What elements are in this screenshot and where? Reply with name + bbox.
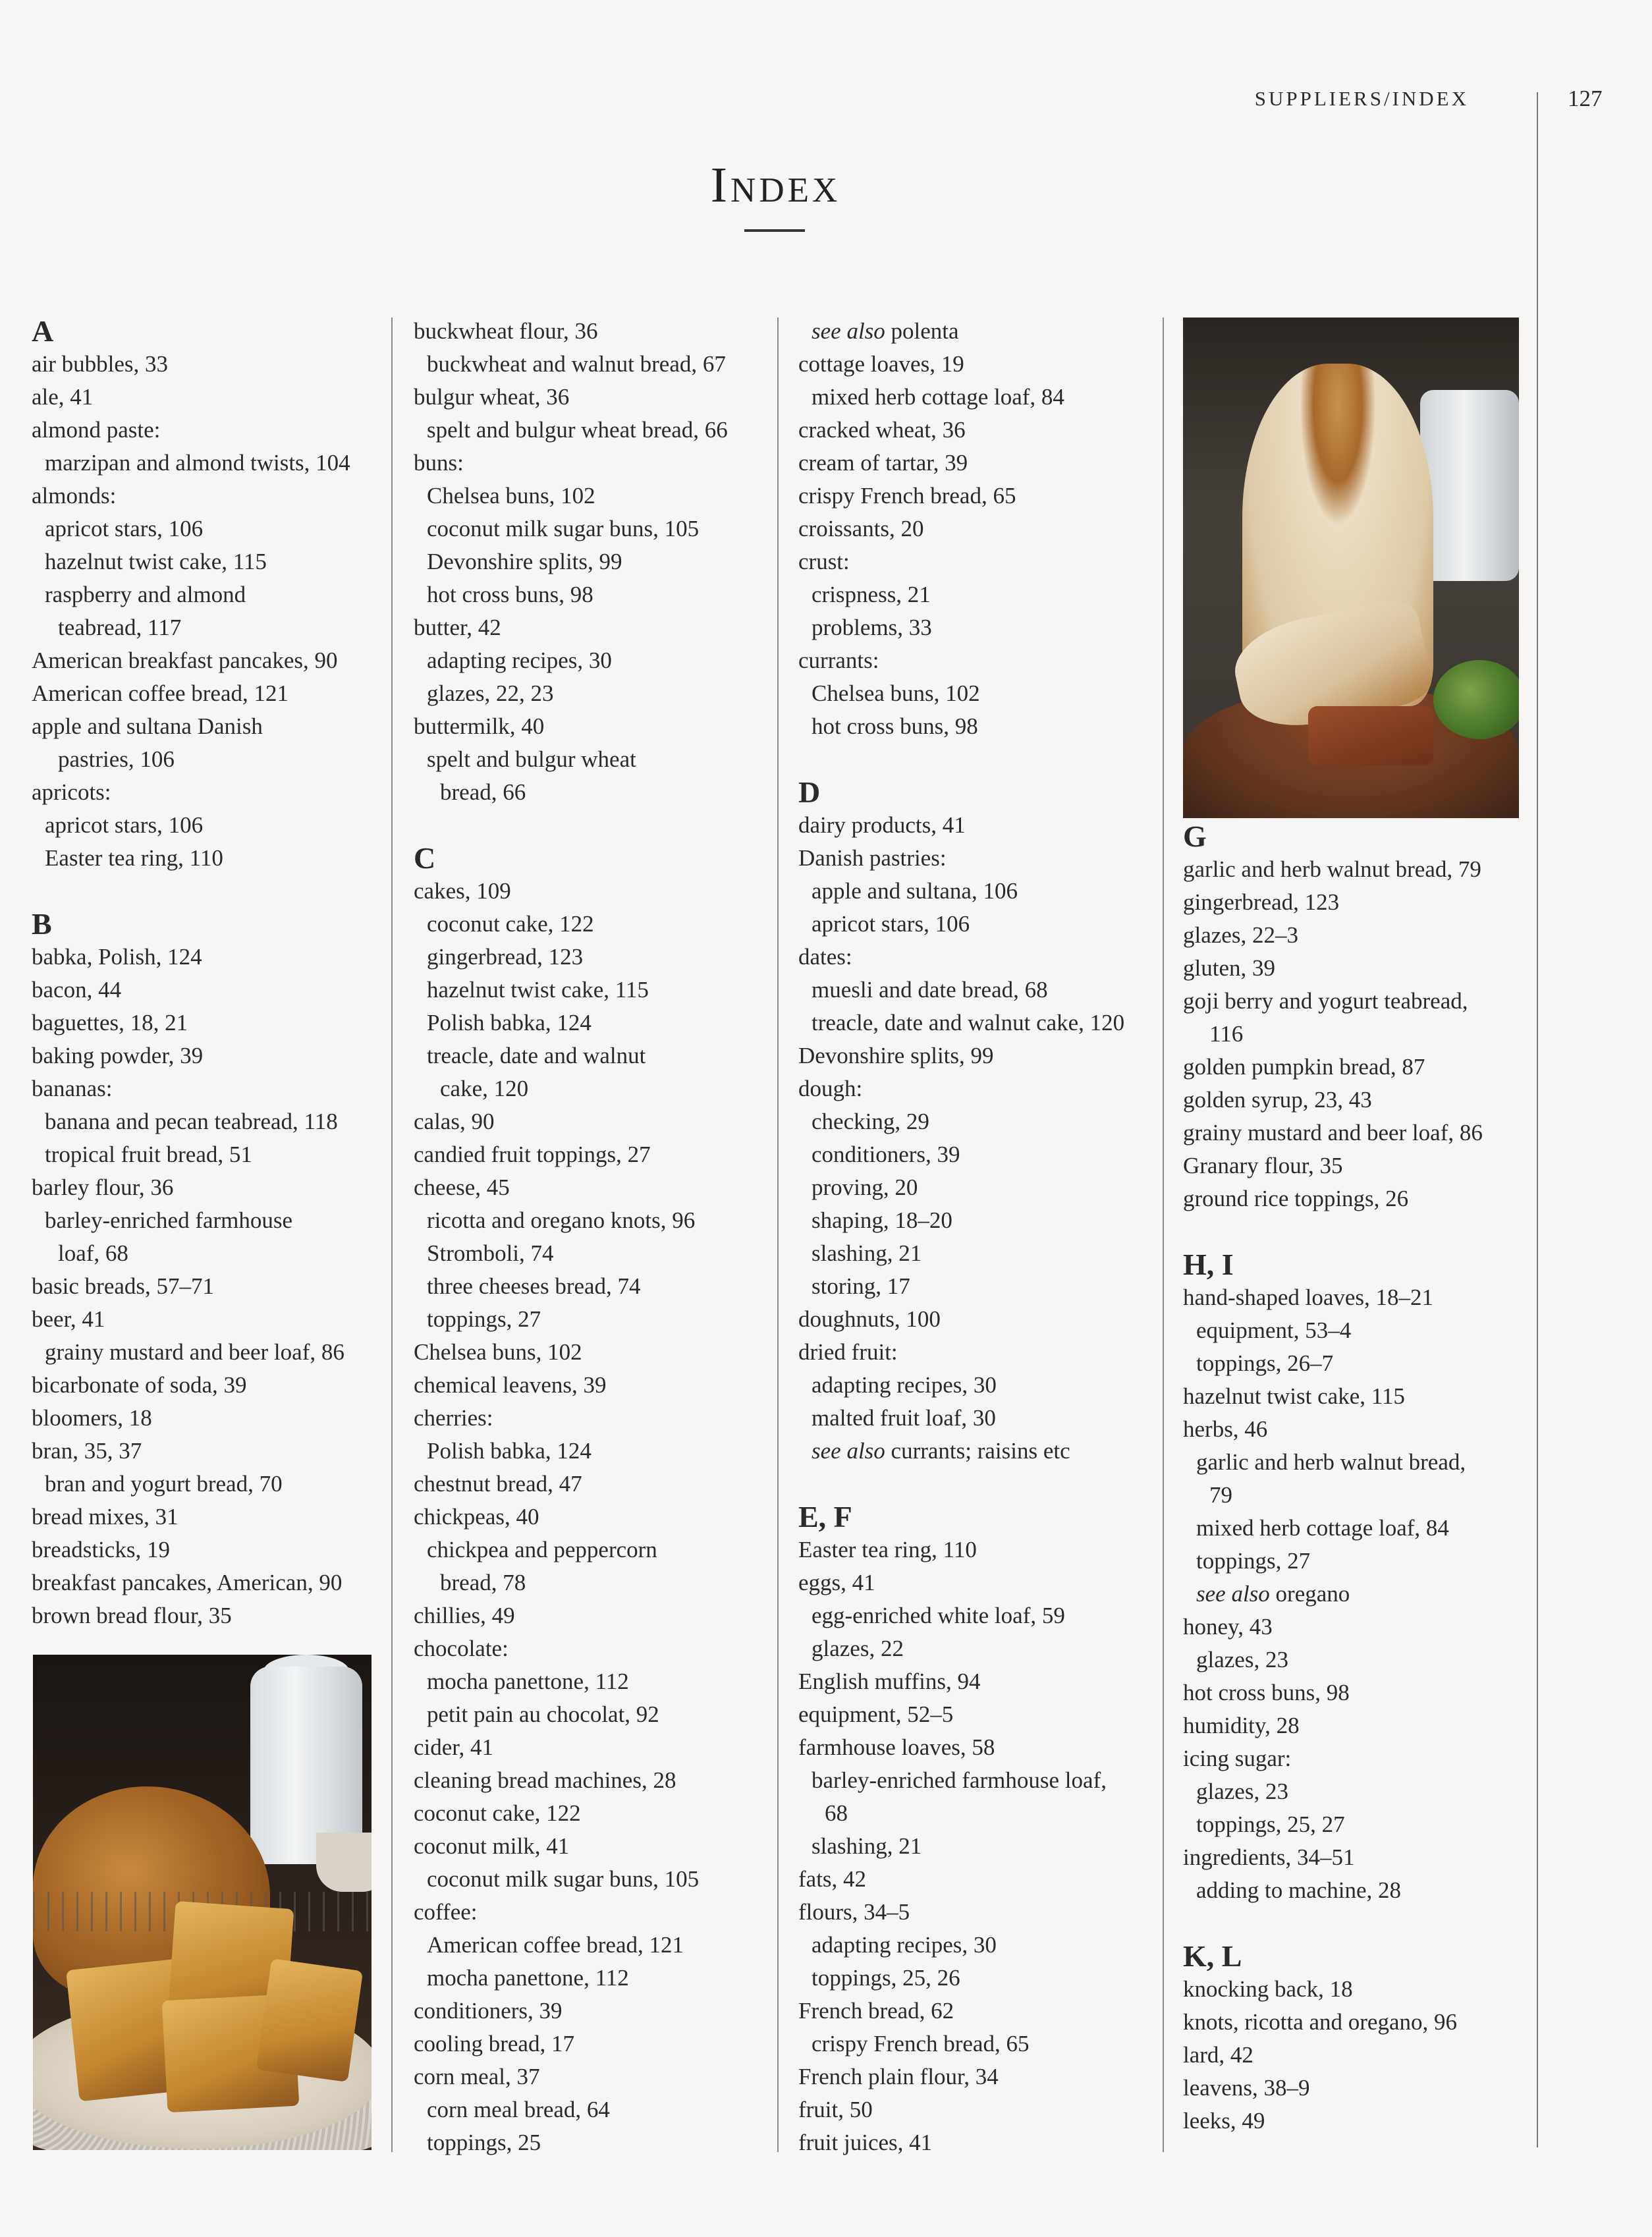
index-subentry: toppings, 26–7 bbox=[1196, 1350, 1334, 1376]
index-entry: dates: bbox=[798, 944, 852, 970]
index-entry: bacon, 44 bbox=[32, 977, 122, 1003]
index-subentry: toppings, 27 bbox=[427, 1306, 541, 1332]
index-subentry: toppings, 27 bbox=[1196, 1548, 1311, 1574]
storage-jar bbox=[1420, 390, 1519, 581]
page-title: Index bbox=[710, 157, 841, 213]
index-subentry: Devonshire splits, 99 bbox=[427, 549, 622, 574]
index-entry: Devonshire splits, 99 bbox=[798, 1043, 994, 1068]
index-entry: glazes, 22–3 bbox=[1183, 922, 1298, 948]
index-subentry: toppings, 25, 27 bbox=[1196, 1811, 1345, 1837]
index-subentry: toppings, 25, 26 bbox=[812, 1965, 960, 1991]
index-subentry: 116 bbox=[1209, 1021, 1244, 1047]
index-entry: cleaning bread machines, 28 bbox=[414, 1767, 676, 1793]
index-entry: crust: bbox=[798, 549, 850, 574]
index-subentry: treacle, date and walnut bbox=[427, 1043, 646, 1068]
index-subentry: glazes, 23 bbox=[1196, 1779, 1288, 1804]
index-entry: hazelnut twist cake, 115 bbox=[1183, 1383, 1405, 1409]
index-subentry: slashing, 21 bbox=[812, 1240, 922, 1266]
index-entry: hot cross buns, 98 bbox=[1183, 1680, 1350, 1705]
index-entry: French plain flour, 34 bbox=[798, 2064, 999, 2089]
index-entry: icing sugar: bbox=[1183, 1746, 1292, 1771]
index-subentry: tropical fruit bread, 51 bbox=[45, 1142, 252, 1167]
index-subentry: cake, 120 bbox=[440, 1076, 529, 1101]
index-entry: knocking back, 18 bbox=[1183, 1976, 1353, 2002]
index-subentry: garlic and herb walnut bread, bbox=[1196, 1449, 1466, 1475]
index-subentry: Polish babka, 124 bbox=[427, 1438, 592, 1464]
index-subentry: ricotta and oregano knots, 96 bbox=[427, 1207, 696, 1233]
index-subentry: bread, 78 bbox=[440, 1570, 526, 1595]
index-entry: Granary flour, 35 bbox=[1183, 1153, 1343, 1178]
index-entry: apple and sultana Danish bbox=[32, 713, 263, 739]
index-entry: farmhouse loaves, 58 bbox=[798, 1734, 995, 1760]
column-divider bbox=[777, 318, 779, 2152]
index-subentry: see also currants; raisins etc bbox=[812, 1438, 1070, 1464]
index-subentry: glazes, 22, 23 bbox=[427, 680, 554, 706]
index-entry: buns: bbox=[414, 450, 464, 476]
index-entry: breakfast pancakes, American, 90 bbox=[32, 1570, 343, 1595]
index-entry: English muffins, 94 bbox=[798, 1669, 981, 1694]
index-entry: conditioners, 39 bbox=[414, 1998, 563, 2024]
index-entry: dried fruit: bbox=[798, 1339, 898, 1365]
index-subentry: 79 bbox=[1209, 1482, 1232, 1508]
index-subentry: see also oregano bbox=[1196, 1581, 1350, 1607]
index-entry: apricots: bbox=[32, 779, 111, 805]
index-entry: cakes, 109 bbox=[414, 878, 511, 904]
index-entry: bicarbonate of soda, 39 bbox=[32, 1372, 247, 1398]
farmhouse-loaf-photo bbox=[1183, 318, 1519, 818]
index-subentry: apricot stars, 106 bbox=[45, 516, 204, 541]
index-entry: chillies, 49 bbox=[414, 1603, 515, 1628]
index-subentry: barley-enriched farmhouse bbox=[45, 1207, 293, 1233]
index-subentry: egg-enriched white loaf, 59 bbox=[812, 1603, 1065, 1628]
index-subentry: American coffee bread, 121 bbox=[427, 1932, 684, 1958]
index-entry: goji berry and yogurt teabread, bbox=[1183, 988, 1468, 1014]
index-entry: fats, 42 bbox=[798, 1866, 867, 1892]
index-entry: cracked wheat, 36 bbox=[798, 417, 966, 443]
index-entry: cream of tartar, 39 bbox=[798, 450, 968, 476]
index-entry: crispy French bread, 65 bbox=[798, 483, 1016, 509]
index-entry: coconut cake, 122 bbox=[414, 1800, 581, 1826]
index-subentry: equipment, 53–4 bbox=[1196, 1317, 1352, 1343]
index-entry: corn meal, 37 bbox=[414, 2064, 540, 2089]
index-subentry: spelt and bulgur wheat bread, 66 bbox=[427, 417, 728, 443]
index-entry: breadsticks, 19 bbox=[32, 1537, 170, 1562]
index-subentry: Stromboli, 74 bbox=[427, 1240, 554, 1266]
index-entry: Danish pastries: bbox=[798, 845, 947, 871]
index-subentry: crispness, 21 bbox=[812, 582, 931, 607]
index-subentry: coconut milk sugar buns, 105 bbox=[427, 1866, 700, 1892]
index-subentry: hot cross buns, 98 bbox=[812, 713, 978, 739]
index-subentry: adapting recipes, 30 bbox=[812, 1372, 997, 1398]
index-entry: ground rice toppings, 26 bbox=[1183, 1186, 1409, 1211]
index-subentry: storing, 17 bbox=[812, 1273, 910, 1299]
index-entry: leavens, 38–9 bbox=[1183, 2075, 1310, 2101]
fruit-cake-slice bbox=[1308, 706, 1433, 765]
index-entry: cherries: bbox=[414, 1405, 493, 1431]
index-subentry: adding to machine, 28 bbox=[1196, 1877, 1402, 1903]
section-letter: K, L bbox=[1183, 1939, 1242, 1973]
index-entry: gingerbread, 123 bbox=[1183, 889, 1340, 915]
index-entry: Easter tea ring, 110 bbox=[798, 1537, 977, 1562]
index-entry: fruit juices, 41 bbox=[798, 2130, 933, 2155]
cross-reference-label: see also bbox=[1196, 1581, 1270, 1607]
index-subentry: spelt and bulgur wheat bbox=[427, 746, 636, 772]
section-letter: E, F bbox=[798, 1500, 852, 1533]
index-subentry: mixed herb cottage loaf, 84 bbox=[1196, 1515, 1449, 1541]
index-entry: American breakfast pancakes, 90 bbox=[32, 648, 338, 673]
index-subentry: 68 bbox=[825, 1800, 848, 1826]
index-subentry: see also polenta bbox=[812, 318, 959, 344]
margin-rule bbox=[1537, 92, 1538, 2147]
index-entry: basic breads, 57–71 bbox=[32, 1273, 215, 1299]
index-subentry: glazes, 23 bbox=[1196, 1647, 1288, 1672]
loaf-slice bbox=[256, 1958, 363, 2082]
index-subentry: mocha panettone, 112 bbox=[427, 1965, 629, 1991]
index-column-3 bbox=[798, 315, 1167, 2158]
index-subentry: chickpea and peppercorn bbox=[427, 1537, 657, 1562]
section-letter: A bbox=[32, 314, 54, 348]
index-entry: chickpeas, 40 bbox=[414, 1504, 539, 1530]
index-subentry: grainy mustard and beer loaf, 86 bbox=[45, 1339, 344, 1365]
index-entry: coffee: bbox=[414, 1899, 478, 1925]
section-letter: H, I bbox=[1183, 1248, 1234, 1281]
index-subentry: raspberry and almond bbox=[45, 582, 246, 607]
index-entry: ingredients, 34–51 bbox=[1183, 1844, 1355, 1870]
index-column-4 bbox=[1183, 820, 1526, 2158]
index-entry: butter, 42 bbox=[414, 615, 501, 640]
index-subentry: conditioners, 39 bbox=[812, 1142, 960, 1167]
index-subentry: Chelsea buns, 102 bbox=[427, 483, 595, 509]
index-entry: brown bread flour, 35 bbox=[32, 1603, 232, 1628]
index-subentry: bread, 66 bbox=[440, 779, 526, 805]
index-entry: golden pumpkin bread, 87 bbox=[1183, 1054, 1425, 1080]
index-subentry: buckwheat and walnut bread, 67 bbox=[427, 351, 726, 377]
index-entry: cider, 41 bbox=[414, 1734, 494, 1760]
section-letter: C bbox=[414, 841, 436, 875]
index-entry: bread mixes, 31 bbox=[32, 1504, 179, 1530]
cross-reference-label: see also bbox=[812, 318, 885, 344]
cup bbox=[316, 1833, 372, 1892]
index-subentry: toppings, 25 bbox=[427, 2130, 541, 2155]
index-subentry: treacle, date and walnut cake, 120 bbox=[812, 1010, 1125, 1036]
running-head: SUPPLIERS/INDEX bbox=[1254, 87, 1469, 110]
index-entry: French bread, 62 bbox=[798, 1998, 954, 2024]
index-subentry: gingerbread, 123 bbox=[427, 944, 584, 970]
index-subentry: mocha panettone, 112 bbox=[427, 1669, 629, 1694]
section-letter: D bbox=[798, 775, 821, 809]
index-entry: knots, ricotta and oregano, 96 bbox=[1183, 2009, 1458, 2035]
index-subentry: petit pain au chocolat, 92 bbox=[427, 1701, 659, 1727]
index-entry: barley flour, 36 bbox=[32, 1174, 174, 1200]
index-subentry: coconut cake, 122 bbox=[427, 911, 594, 937]
index-subentry: barley-enriched farmhouse loaf, bbox=[812, 1767, 1107, 1793]
index-entry: coconut milk, 41 bbox=[414, 1833, 570, 1859]
index-subentry: marzipan and almond twists, 104 bbox=[45, 450, 350, 476]
index-entry: bran, 35, 37 bbox=[32, 1438, 142, 1464]
index-entry: dairy products, 41 bbox=[798, 812, 966, 838]
fruit-loaf-photo bbox=[33, 1655, 372, 2150]
index-subentry: coconut milk sugar buns, 105 bbox=[427, 516, 700, 541]
index-subentry: hazelnut twist cake, 115 bbox=[45, 549, 267, 574]
index-subentry: malted fruit loaf, 30 bbox=[812, 1405, 996, 1431]
index-subentry: muesli and date bread, 68 bbox=[812, 977, 1048, 1003]
cross-reference-label: see also bbox=[812, 1438, 885, 1464]
index-entry: Chelsea buns, 102 bbox=[414, 1339, 582, 1365]
index-subentry: mixed herb cottage loaf, 84 bbox=[812, 384, 1064, 410]
index-entry: garlic and herb walnut bread, 79 bbox=[1183, 856, 1481, 882]
index-subentry: apricot stars, 106 bbox=[812, 911, 970, 937]
index-entry: croissants, 20 bbox=[798, 516, 924, 541]
index-entry: babka, Polish, 124 bbox=[32, 944, 202, 970]
index-entry: flours, 34–5 bbox=[798, 1899, 910, 1925]
index-subentry: three cheeses bread, 74 bbox=[427, 1273, 641, 1299]
column-divider bbox=[1163, 318, 1164, 2152]
index-entry: beer, 41 bbox=[32, 1306, 105, 1332]
index-subentry: Chelsea buns, 102 bbox=[812, 680, 980, 706]
index-entry: bulgur wheat, 36 bbox=[414, 384, 570, 410]
index-entry: baguettes, 18, 21 bbox=[32, 1010, 188, 1036]
index-entry: American coffee bread, 121 bbox=[32, 680, 289, 706]
section-letter: B bbox=[32, 907, 52, 941]
index-entry: almonds: bbox=[32, 483, 117, 509]
index-entry: cooling bread, 17 bbox=[414, 2031, 574, 2057]
index-subentry: bran and yogurt bread, 70 bbox=[45, 1471, 283, 1497]
index-subentry: apricot stars, 106 bbox=[45, 812, 204, 838]
index-subentry: corn meal bread, 64 bbox=[427, 2097, 610, 2122]
index-entry: almond paste: bbox=[32, 417, 161, 443]
index-subentry: proving, 20 bbox=[812, 1174, 918, 1200]
index-subentry: hazelnut twist cake, 115 bbox=[427, 977, 649, 1003]
column-divider bbox=[391, 318, 393, 2152]
index-entry: baking powder, 39 bbox=[32, 1043, 204, 1068]
index-subentry: apple and sultana, 106 bbox=[812, 878, 1018, 904]
index-entry: humidity, 28 bbox=[1183, 1713, 1300, 1738]
index-entry: bananas: bbox=[32, 1076, 113, 1101]
index-entry: doughnuts, 100 bbox=[798, 1306, 941, 1332]
page-number: 127 bbox=[1568, 86, 1603, 111]
index-subentry: crispy French bread, 65 bbox=[812, 2031, 1030, 2057]
index-subentry: Easter tea ring, 110 bbox=[45, 845, 223, 871]
index-entry: chestnut bread, 47 bbox=[414, 1471, 582, 1497]
index-subentry: teabread, 117 bbox=[58, 615, 182, 640]
index-subentry: slashing, 21 bbox=[812, 1833, 922, 1859]
index-entry: gluten, 39 bbox=[1183, 955, 1275, 981]
index-entry: honey, 43 bbox=[1183, 1614, 1273, 1640]
index-subentry: pastries, 106 bbox=[58, 746, 175, 772]
index-entry: air bubbles, 33 bbox=[32, 351, 169, 377]
index-entry: cottage loaves, 19 bbox=[798, 351, 964, 377]
index-subentry: adapting recipes, 30 bbox=[812, 1932, 997, 1958]
index-entry: eggs, 41 bbox=[798, 1570, 875, 1595]
index-entry: chemical leavens, 39 bbox=[414, 1372, 607, 1398]
index-entry: bloomers, 18 bbox=[32, 1405, 152, 1431]
index-entry: lard, 42 bbox=[1183, 2042, 1253, 2068]
index-entry: dough: bbox=[798, 1076, 863, 1101]
index-subentry: checking, 29 bbox=[812, 1109, 929, 1134]
title-underline bbox=[744, 229, 805, 232]
index-entry: calas, 90 bbox=[414, 1109, 495, 1134]
index-entry: fruit, 50 bbox=[798, 2097, 873, 2122]
index-entry: candied fruit toppings, 27 bbox=[414, 1142, 651, 1167]
index-entry: hand-shaped loaves, 18–21 bbox=[1183, 1284, 1434, 1310]
index-subentry: Polish babka, 124 bbox=[427, 1010, 592, 1036]
index-subentry: loaf, 68 bbox=[58, 1240, 128, 1266]
index-entry: currants: bbox=[798, 648, 879, 673]
index-entry: cheese, 45 bbox=[414, 1174, 510, 1200]
index-subentry: problems, 33 bbox=[812, 615, 932, 640]
index-subentry: shaping, 18–20 bbox=[812, 1207, 952, 1233]
index-subentry: hot cross buns, 98 bbox=[427, 582, 593, 607]
section-letter: G bbox=[1183, 819, 1207, 853]
salad-greens bbox=[1433, 660, 1519, 739]
index-entry: buttermilk, 40 bbox=[414, 713, 545, 739]
index-column-2 bbox=[414, 315, 769, 2158]
index-entry: herbs, 46 bbox=[1183, 1416, 1268, 1442]
index-entry: equipment, 52–5 bbox=[798, 1701, 954, 1727]
index-entry: leeks, 49 bbox=[1183, 2108, 1265, 2134]
index-subentry: banana and pecan teabread, 118 bbox=[45, 1109, 338, 1134]
index-subentry: adapting recipes, 30 bbox=[427, 648, 612, 673]
index-entry: buckwheat flour, 36 bbox=[414, 318, 598, 344]
index-entry: chocolate: bbox=[414, 1636, 509, 1661]
index-entry: golden syrup, 23, 43 bbox=[1183, 1087, 1372, 1113]
index-entry: ale, 41 bbox=[32, 384, 94, 410]
index-entry: grainy mustard and beer loaf, 86 bbox=[1183, 1120, 1483, 1146]
index-subentry: glazes, 22 bbox=[812, 1636, 904, 1661]
